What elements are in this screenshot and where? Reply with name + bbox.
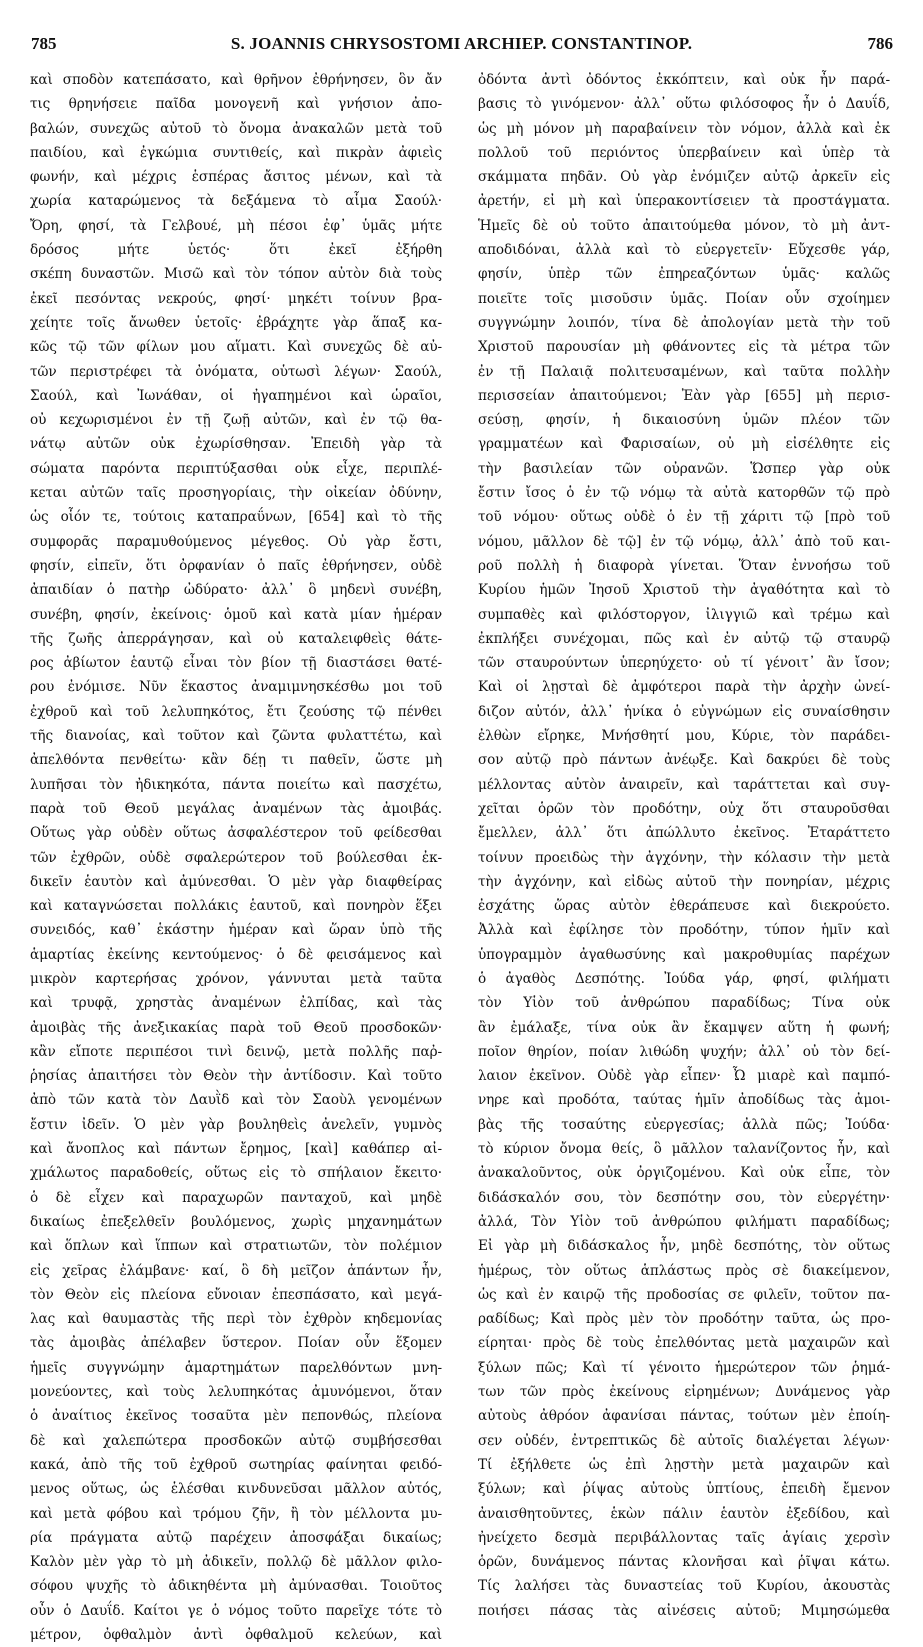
page-number-right: 786 (867, 34, 893, 53)
text-line: παιδίου, καὶ ἐγκώμια συντιθείς, καὶ πικρὰν ἀφιεὶς (30, 144, 442, 161)
text-line: ἀλλά, Τὸν Υἱὸν τοῦ ἀνθρώπου φιλήματι παραδίδως; (478, 1213, 890, 1230)
left-text-column (30, 68, 442, 1643)
text-line: ρος ἀβίωτον ἑαυτῷ εἶναι τὸν βίον τῇ διαστάσει θατέ- (30, 655, 442, 672)
text-line: χεῖται ὁρῶν τὸν προδότην, οὐχ ὅτι σταυροῦσθαι (478, 800, 890, 817)
text-line: συμπαθὲς καὶ φιλόστοργον, ἰλιγγιῶ καὶ τρέμω καὶ (478, 606, 890, 623)
text-line: καὶ σποδὸν κατεπάσατο, καὶ θρῆνον ἐθρήνησεν, ὃν ἄν (30, 72, 442, 88)
text-line: Εἰ γὰρ μὴ διδάσκαλος ἦν, μηδὲ δεσπότης, τὸν οὕτως (478, 1238, 890, 1255)
text-line: νόμου, μᾶλλον δὲ τῷ] ἐν τῷ νόμῳ, ἀλλ᾽ ἀπὸ τοῦ και- (478, 533, 890, 550)
text-line: λας καὶ θαυμαστὰς τῆς περὶ τὸν ἐχθρὸν κηδεμονίας (30, 1311, 442, 1328)
text-line: ὡς μὴ μόνον μὴ παραβαίνειν τὸν νόμον, ἀλλὰ καὶ ἐκ (478, 120, 890, 137)
text-line: ἀπὸ τῶν κατὰ τὸν Δαυῒδ καὶ τὸν Σαοὺλ γενομένων (30, 1092, 442, 1109)
text-line: συγγνώμην λοιπόν, τίνα δὲ ἀπολογίαν μετὰ τὴν τοῦ (478, 314, 890, 331)
text-line: βὰς τῆς τοσαύτης εὐεργεσίας; ἀλλὰ πῶς; Ἰούδα· (478, 1116, 890, 1133)
right-text-column (478, 68, 890, 1619)
text-line: τῶν περιστρέφει τὰ ὀνόματα, οὑτωσὶ λέγων· Σαούλ, (30, 363, 442, 380)
text-line: ἀναισθητοῦντες, ἑκὼν πάλιν ἑαυτὸν ἐξεδίδου, καὶ (478, 1505, 890, 1522)
text-line: καὶ ἄνοπλος καὶ πάντων ἔρημος, [καὶ] καθάπερ αἰ- (30, 1141, 442, 1158)
text-line: καὶ τρυφᾷ, χρηστὰς ἀναμένων ἐλπίδας, καὶ τὰς (30, 995, 442, 1012)
text-line: αποδιδόναι, ἀλλὰ καὶ τὸ εὐεργετεῖν· Εὔχεσθε γάρ, (478, 242, 890, 259)
text-line: Ὄρη, φησί, τὰ Γελβουέ, μὴ πέσοι ἐφ᾽ ὑμᾶς μήτε (30, 217, 442, 234)
text-line: Καὶ οἱ λῃσταὶ δὲ ἀμφότεροι παρὰ τὴν ἀρχὴν ὠνεί- (478, 679, 890, 696)
text-line: ἐκπλήξει συνέχομαι, πῶς καὶ ἐν αὐτῷ τῷ σταυρῷ (478, 630, 890, 647)
text-line: τοῦ νόμου· οὕτως οὐδὲ ὁ ἐν τῇ χάριτι τῷ [πρὸ τοῦ (478, 509, 890, 526)
text-line: τις θρηνήσειε παῖδα μονογενῆ καὶ γνήσιον ἀπο- (30, 96, 442, 113)
text-line: ἔστιν ἰδεῖν. Ὁ μὲν γὰρ βουληθεὶς ἀνελεῖν, γυμνὸς (30, 1116, 442, 1133)
page-header (24, 34, 899, 60)
text-line: Τίς λαλήσει τὰς δυναστείας τοῦ Κυρίου, ἀκουστὰς (478, 1578, 890, 1595)
text-line: νηρε καὶ προδότα, ταύτας ἡμῖν ἀποδίδως τὰς ἀμοι- (478, 1092, 890, 1109)
text-line: ἐχθροῦ καὶ τοῦ λελυπηκότος, ἔτι ζεούσης τῷ πένθει (30, 703, 442, 720)
text-line: ποιήσει πάσας τὰς αἰνέσεις αὐτοῦ; Μιμησώμεθα (478, 1602, 890, 1619)
text-line: ποιεῖτε τοῖς μισοῦσιν ὑμᾶς. Ποίαν οὖν σχοίημεν (478, 290, 890, 307)
text-line: κεται αὐτῶν ταῖς προσηγορίαις, τὴν οἰκείαν ὀδύνην, (30, 485, 442, 502)
text-line: ὁ δὲ εἶχεν καὶ παραχωρῶν πανταχοῦ, καὶ μηδὲ (30, 1189, 442, 1206)
text-line: ἔστιν ἴσος ὁ ἐν τῷ νόμῳ τὰ αὐτὰ κατορθῶν τῷ πρὸ (478, 485, 890, 502)
text-line: ραδίδως; Καὶ πρὸς μὲν τὸν προδότην ταῦτα, ὡς προ- (478, 1311, 890, 1328)
text-line: εἰς χεῖρας ἐλάμβανε· καί, ὃ δὴ μεῖζον ἁπάντων ἦν, (30, 1262, 442, 1279)
text-line: ξύλων πῶς; Καὶ τί γένοιτο ἡμερώτερον τῶν ῥημά- (478, 1359, 890, 1376)
page-number-left: 785 (31, 34, 57, 53)
text-line: ὡς καὶ ἐν καιρῷ τῆς προδοσίας σε φιλεῖν, τοῦτον πα- (478, 1286, 890, 1303)
text-line: ὀδόντα ἀντὶ ὀδόντος ἐκκόπτειν, καὶ οὐκ ἦν παρά- (478, 72, 890, 88)
text-line: λυπῆσαι τὸν ἠδικηκότα, πάντα ποιείτω καὶ πασχέτω, (30, 776, 442, 793)
text-line: σον αὐτῷ πρὸ πάντων ἀνέῳξε. Καὶ δακρύει δὲ τοὺς (478, 752, 890, 769)
text-line: σεν οὐδέν, ἐντρεπτικῶς δὲ αὐτοῖς διαλέγεται λέγων· (478, 1432, 890, 1449)
text-line: τὸν Υἱὸν τοῦ ἀνθρώπου παραδίδως; Τίνα οὐκ (478, 995, 890, 1012)
text-line: Ἡμεῖς δὲ οὐ τοῦτο ἀπαιτούμεθα μόνον, τὸ μὴ ἀντ- (478, 217, 890, 234)
text-line: είρηται· πρὸς δὲ τοὺς ἐπελθόντας μετὰ μαχαιρῶν καὶ (478, 1335, 890, 1352)
text-line: οὖν ὁ Δαυΐδ. Καίτοι γε ὁ νόμος τοῦτο παρεῖχε τότε τὸ (30, 1602, 442, 1619)
text-line: ὑπογραμμὸν ἀγαθωσύνης καὶ μακροθυμίας παρέχων (478, 946, 890, 963)
text-line: τῶν σταυρούντων ὑπερηύχετο· οὐ τί γένοιτ᾽ ἂν ἴσον; (478, 655, 890, 672)
text-line: δρόσος μήτε ὑετός· ὅτι ἐκεῖ ἐξήρθη (30, 242, 442, 259)
text-line: φησίν, ὑπὲρ τῶν ἐπηρεαζόντων ὑμᾶς· καλῶς (478, 266, 890, 283)
text-line: τὴν ἀγχόνην, καὶ εἰδὼς αὐτοῦ τὴν πονηρίαν, μέχρις (478, 873, 890, 890)
text-line: καὶ μετὰ φόβου καὶ τρόμου ζῆν, ἢ τὸν μέλλοντα μυ- (30, 1505, 442, 1522)
text-line: χείητε τοῖς ἄνωθεν ὑετοῖς· ἐβράχητε γὰρ ἅπαξ κα- (30, 314, 442, 331)
text-line: ἀνακαλοῦντος, οὐκ ὀργιζομένου. Καὶ οὐκ εἶπε, τὸν (478, 1165, 890, 1182)
text-line: φησίν, εἰπεῖν, ὅτι ὀρφανίαν ὁ παῖς ἐθρήνησεν, οὐδὲ (30, 557, 442, 574)
text-line: κῶς τῷ τῶν φίλων μου αἵματι. Καὶ συνεχῶς δὲ αὐ- (30, 339, 442, 356)
text-line: συνειδός, καθ᾽ ἑκάστην ἡμέραν καὶ ὥραν ὑπὸ τῆς (30, 922, 442, 939)
text-line: σεύσῃ, φησίν, ἡ δικαιοσύνη ὑμῶν πλέον τῶν (478, 412, 890, 429)
text-line: ἀπελθόντα πενθείτω· κἂν δέῃ τι παθεῖν, ὥστε μὴ (30, 752, 442, 769)
text-line: ρου ἐνόμισε. Νῦν ἕκαστος ἀναμιμνησκέσθω μοι τοῦ (30, 679, 442, 696)
text-line: βασις τὸ γινόμενον· ἀλλ᾽ οὕτω φιλόσοφος ἦν ὁ Δαυΐδ, (478, 96, 890, 113)
text-line: φωνήν, καὶ μέχρις ἑσπέρας ἄσιτος μένων, καὶ τὰ (30, 169, 442, 186)
text-line: ὁ ἀναίτιος ἐκεῖνος τοσαῦτα μὲν πεπονθώς, πλείονα (30, 1408, 442, 1425)
text-line: ἀπαιδίαν ὁ πατὴρ ὠδύρατο· ἀλλ᾽ ὃ μηδενὶ συνέβη, (30, 582, 442, 599)
text-line: ἠνείχετο δεσμὰ περιβάλλοντας ταῖς ἁγίαις χερσὶν (478, 1529, 890, 1546)
text-line: συμφορᾶς παραμυθούμενος μέγεθος. Οὐ γὰρ ἔστι, (30, 533, 442, 550)
text-line: Χριστοῦ παρουσίαν μὴ φθάνοντες εἰς τὰ μέτρα τῶν (478, 339, 890, 356)
text-line: σκάμματα πηδᾶν. Οὐ γὰρ ἐνόμιζεν αὐτῷ ἀρκεῖν εἰς (478, 169, 890, 186)
text-line: λαιον ἐκεῖνον. Οὐδὲ γὰρ εἶπεν· Ὦ μιαρὲ καὶ παμπό- (478, 1068, 890, 1085)
text-line: Τί ἐξήλθετε ὡς ἐπὶ λῃστὴν μετὰ μαχαιρῶν καὶ (478, 1456, 890, 1473)
text-line: ποῖον θηρίον, ποίαν λιθώδη ψυχήν; ἀλλ᾽ οὐ τὸν δεί- (478, 1043, 890, 1060)
text-line: ὁ ἀγαθὸς Δεσπότης. Ἰούδα γάρ, φησί, φιλήματι (478, 970, 890, 987)
text-line: τὰς ἀμοιβὰς ἀπέλαβεν ὕστερον. Ποίαν οὖν ἕξομεν (30, 1335, 442, 1352)
text-line: μενος οὕτως, ὡς ἑλέσθαι κινδυνεῦσαι μᾶλλον αὐτός, (30, 1481, 442, 1498)
running-title: S. JOANNIS CHRYSOSTOMI ARCHIEP. CONSTANTINOP. (230, 34, 693, 53)
text-line: δικεῖν ἑαυτὸν καὶ ἀμύνεσθαι. Ὁ μὲν γὰρ διαφθείρας (30, 873, 442, 890)
text-line: τῆς διανοίας, καὶ τοῦτον καὶ ζῶντα φυλαττέτω, καὶ (30, 728, 442, 745)
text-line: κακά, ἀπὸ τῆς τοῦ ἐχθροῦ σωτηρίας φαίνηται φειδό- (30, 1456, 442, 1473)
text-line: διδάσκαλόν σου, τὸν δεσπότην σου, τὸν εὐεργέτην· (478, 1189, 890, 1206)
text-line: δὲ καὶ χαλεπώτερα προσδοκῶν αὐτῷ συμβήσεσθαι (30, 1432, 442, 1449)
text-line: σόφου ψυχῆς τὸ ἀδικηθέντα μὴ ἀμύνασθαι. Τοιοῦτος (30, 1578, 442, 1595)
text-line: ὡς οἷόν τε, τούτοις καταπραΰνων, [654] καὶ τὸ τῆς (30, 509, 442, 526)
text-line: μονεύοντες, καὶ τοὺς λελυπηκότας ἀμυνόμενοι, ὅταν (30, 1384, 442, 1401)
text-line: καὶ καταγνώσεται πολλάκις ἑαυτοῦ, καὶ πονηρὸν ἕξει (30, 898, 442, 915)
text-line: αὐτοὺς ἀθρόον ἀφανίσαι πάντας, τούτων μὲν ἐποίη- (478, 1408, 890, 1425)
text-line: ἔμελλεν, ἀλλ᾽ ὅτι ἀπώλλυτο ἐκεῖνος. Ἐταράττετο (478, 825, 890, 842)
text-line: ῥησίας ἀπαιτήσει τὸν Θεὸν τὴν ἀντίδοσιν. Καὶ τοῦτο (30, 1068, 442, 1085)
text-line: τῶν ἐχθρῶν, οὐδὲ σφαλερώτερον τοῦ βούλεσθαι ἐκ- (30, 849, 442, 866)
text-line: ἐκεῖ πεσόντας νεκρούς, φησί· μηκέτι τοίνυν βρα- (30, 290, 442, 307)
text-line: ἡμέρως, τὸν οὕτως ἁπλάστως πρὸς σὲ διακείμενον, (478, 1262, 890, 1279)
text-line: ξύλων; καὶ ῥίψας αὐτοὺς ὑπτίους, ἐπειδὴ ἔμενον (478, 1481, 890, 1498)
text-line: ἁμαρτίας ἐκείνης κεντούμενος· ὁ δὲ φεισάμενος καὶ (30, 946, 442, 963)
text-line: χωρία καταρώμενος τὰ δεξάμενα τὸ αἷμα Σαούλ· (30, 193, 442, 210)
text-line: τὸν Θεὸν εἰς πλείονα εὔνοιαν ἐπεσπάσατο, καὶ μεγά- (30, 1286, 442, 1303)
text-line: τῆς ζωῆς ἀπερράγησαν, καὶ οὐ καταλειφθεὶς θάτε- (30, 630, 442, 647)
text-line: ὁρῶν, δυνάμενος πάντας κλονῆσαι καὶ ῥῖψαι κάτω. (478, 1554, 890, 1571)
text-line: δικαίως ἐπεξελθεῖν βουλόμενος, χωρὶς μηχανημάτων (30, 1213, 442, 1230)
text-line: τὸ κύριον ὄνομα θείς, ὃ μᾶλλον ταλανίζοντος ἦν, καὶ (478, 1141, 890, 1158)
text-line: Κυρίου ἡμῶν Ἰησοῦ Χριστοῦ τὴν ἀγαθότητα καὶ τὸ (478, 582, 890, 599)
text-line: τοίνυν προειδὼς τὴν ἀγχόνην, τὴν κόλασιν τὴν μετὰ (478, 849, 890, 866)
text-line: ἀμοιβὰς τῆς ἀνεξικακίας παρὰ τοῦ Θεοῦ προσδοκῶν· (30, 1019, 442, 1036)
text-line: βαλών, συνεχῶς αὐτοῦ τὸ ὄνομα ἀνακαλῶν μετὰ τοῦ (30, 120, 442, 137)
text-line: συνέβη, φησίν, ἐκείνοις· ὁμοῦ καὶ κατὰ μίαν ἡμέραν (30, 606, 442, 623)
text-line: πολλοῦ τοῦ περιόντος ὑπερβαίνειν καὶ ὑπὲρ τὰ (478, 144, 890, 161)
text-line: μικρὸν καρτερήσας χρόνον, γάννυται μετὰ ταῦτα (30, 970, 442, 987)
text-line: Καλὸν μὲν γὰρ τὸ μὴ ἀδικεῖν, πολλῷ δὲ μᾶλλον φιλο- (30, 1554, 442, 1571)
text-line: ρία πράγματα αὐτῷ παρέχειν ἀποσφάξαι δικαίως; (30, 1529, 442, 1546)
text-line: διζον αὐτόν, ἀλλ᾽ ἡνίκα ὁ εὐγνώμων εἰς συναίσθησιν (478, 703, 890, 720)
text-line: καὶ ὅπλων καὶ ἵππων καὶ στρατιωτῶν, τὸν πολέμιον (30, 1238, 442, 1255)
text-line: ἀρετήν, εἰ μὴ καὶ ὑπερακοντίσειεν τὰ προστάγματα. (478, 193, 890, 210)
text-line: Οὕτως γὰρ οὐδὲν οὕτως ἀσφαλέστερον τοῦ φείδεσθαι (30, 825, 442, 842)
text-line: τὴν βασιλείαν τῶν οὐρανῶν. Ὥσπερ γὰρ οὐκ (478, 460, 890, 477)
text-line: κἂν εἴποτε περιπέσοι τινὶ δεινῷ, μετὰ πολλῆς παῤ- (30, 1043, 442, 1060)
text-line: Σαούλ, καὶ Ἰωνάθαν, οἱ ἠγαπημένοι καὶ ὡραῖοι, (30, 387, 442, 404)
text-line: ἐσχάτης ὥρας αὐτὸν ἐθεράπευσε καὶ διεκρούετο. (478, 898, 890, 915)
text-line: ἐν τῇ Παλαιᾷ πολιτευσαμένων, καὶ ταῦτα πολλὴν (478, 363, 890, 380)
text-line: γραμματέων καὶ Φαρισαίων, οὐ μὴ εἰσέλθητε εἰς (478, 436, 890, 453)
text-line: ἐλθὼν εἴρηκε, Μνήσθητί μου, Κύριε, τὸν παράδει- (478, 728, 890, 745)
text-line: οὐ κεχωρισμένοι ἐν τῇ ζωῇ αὐτῶν, καὶ ἐν τῷ θα- (30, 412, 442, 429)
text-line: σκέπη δυναστῶν. Μισῶ καὶ τὸν τόπον αὐτὸν διὰ τοὺς (30, 266, 442, 283)
text-line: σώματα παρόντα περιπτύξασθαι οὐκ εἶχε, περιπλέ- (30, 460, 442, 477)
text-line: περισσείαν ἀπαιτούμενοι; Ἐὰν γὰρ [655] μὴ περισ- (478, 387, 890, 404)
text-line: ροῦ πολλὴ ἡ διαφορὰ γίνεται. Ὅταν ἐννοήσω τοῦ (478, 557, 890, 574)
text-line: χμάλωτος παραδοθείς, οὕτως εἰς τὸ σπήλαιον ἔκειτο· (30, 1165, 442, 1182)
text-line: ἂν ἐμάλαξε, τίνα οὐκ ἂν ἔκαμψεν αὕτη ἡ φωνή; (478, 1019, 890, 1036)
text-line: των τῶν πρὸς ἐκείνους εἰρημένων; Δυνάμενος γὰρ (478, 1384, 890, 1401)
text-line: μέτρον, ὀφθαλμὸν ἀντὶ ὀφθαλμοῦ κελεύων, καὶ (30, 1627, 442, 1643)
text-line: Ἀλλὰ καὶ ἐφίλησε τὸν προδότην, τύπον ἡμῖν καὶ (478, 922, 890, 939)
text-line: ἡμεῖς συγγνώμην ἁμαρτημάτων παρελθόντων μνη- (30, 1359, 442, 1376)
text-line: παρὰ τοῦ Θεοῦ μεγάλας ἀναμένων τὰς ἀμοιβάς. (30, 800, 442, 817)
text-line: μέλλοντας αὐτὸν ἀναιρεῖν, καὶ ταράττεται καὶ συγ- (478, 776, 890, 793)
text-line: νάτῳ αὐτῶν οὐκ ἐχωρίσθησαν. Ἐπειδὴ γὰρ τὰ (30, 436, 442, 453)
